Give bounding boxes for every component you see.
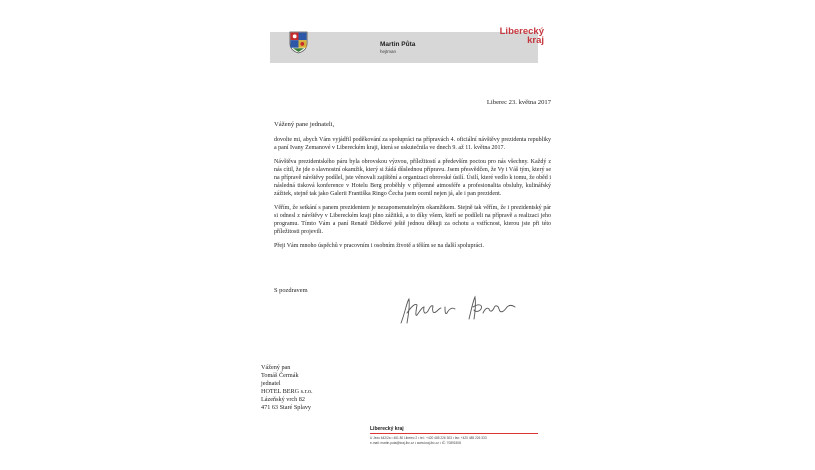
letter-body [274, 136, 551, 256]
address-line: Tomáš Čermák [261, 372, 299, 379]
closing: S pozdravem [274, 287, 308, 294]
address-line: Lázeňský vrch 82 [261, 396, 305, 403]
paragraph: Věřím, že setkání s panem prezidentem je nezapomenutelným okamžikem. Stejně tak věřím, že i prezidentský pár si odnesl z návštěvy v Libereckém kraji plno zážitků, a to díky všem, kteří se podíleli na přípravě a realizaci jeho programu. Tímto Vám a paní Renatě Dědkové ještě jednou děkuji za ochotu a vstřícnost, kterou jste při této příležitosti projevili. [274, 205, 551, 235]
letter-date: Liberec 23. května 2017 [486, 99, 551, 106]
paragraph: Přeji Vám mnoho úspěchů v pracovním i osobním životě a těším se na další spolupráci. [274, 243, 485, 249]
sender-name: Martin Půta [380, 41, 416, 48]
recipient-address [261, 364, 313, 412]
footer-line: U Jezu 642/2a • 461 80 Liberec 2 • tel.: +420 485 226 303 • fax: +420 485 226 333 [370, 436, 487, 440]
logo-line-1: Liberecký [499, 26, 544, 37]
address-line: HOTEL BERG s.r.o. [261, 388, 313, 395]
coat-of-arms-icon [289, 31, 308, 54]
liberecky-kraj-logo [498, 27, 544, 45]
paragraph: dovolte mi, abych Vám vyjádřil poděkování za spolupráci na přípravách 4. oficiální návštěvy prezidenta republiky a paní Ivany Zemanové v Libereckém kraji, která se uskutečnila ve dnech 9. až 11. května 2017. [274, 137, 551, 151]
footer-contact [370, 436, 487, 446]
salutation: Vážený pane jednateli, [274, 121, 335, 128]
address-line: jednatel [261, 380, 281, 387]
paragraph: Návštěva prezidentského páru byla obrovskou výzvou, příležitostí a především poctou pro nás všechny. Každý z nás cítil, že jde o slavnostní okamžik, který si žádá důslednou přípravu. Jsem přesvědčen, že Vy i Váš tým, který se na přípravě návštěvy podílel, jste věnovali zajištění a organizaci obrovské úsilí. Úsilí, které vedlo k tomu, že oběd i následná tisková konference v Hotelu Berg proběhly v příjemné atmosféře a profesionalita obsluhy, kulinářský zážitek, stejně tak jako Galerii Františka Ringo Čecha jsem ocenil nejen já, ale i pan prezident. [274, 159, 551, 197]
footer-divider [370, 433, 538, 434]
logo-line-2: kraj [527, 35, 544, 46]
sender-role: hejtman [380, 49, 397, 54]
address-line: Vážený pan [261, 364, 291, 371]
footer-line: e-mail: martin.puta@kraj-lbc.cz • www.kraj-lbc.cz • IČ: 70891508 [370, 441, 461, 445]
footer-title: Liberecký kraj [370, 426, 404, 432]
address-line: 471 63 Staré Splavy [261, 404, 312, 411]
signature-image [395, 293, 525, 327]
